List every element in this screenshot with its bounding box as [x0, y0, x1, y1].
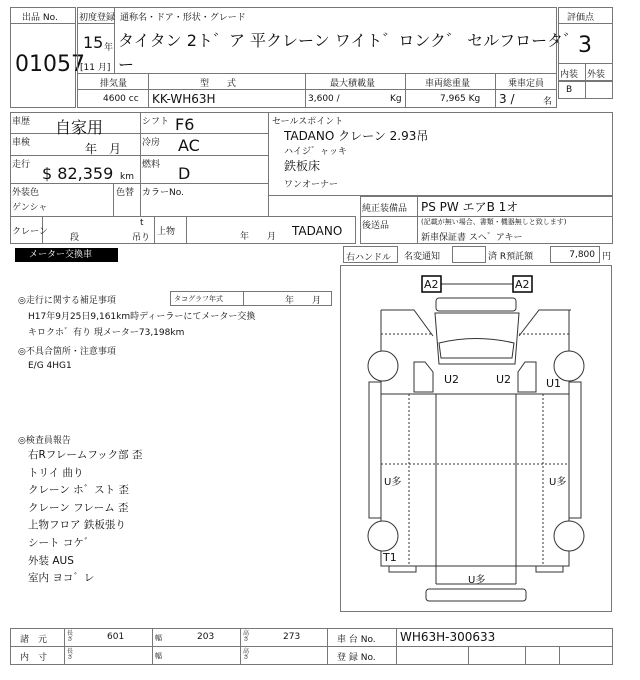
first-reg-label: 初度登録: [79, 13, 116, 23]
wid-label: 幅: [155, 634, 162, 642]
score-label: 評価点: [567, 13, 595, 23]
inspector-item: トリイ 曲り: [28, 466, 84, 479]
reg-cell: [396, 646, 469, 665]
history-label: 車歴: [12, 117, 31, 127]
reg-cell: [525, 646, 560, 665]
reg-label: 登 録 No.: [337, 653, 376, 663]
side-rail-left: [369, 382, 381, 518]
capacity-unit: 名: [543, 97, 553, 107]
length-value: 601: [107, 632, 125, 642]
mirrors: [381, 310, 571, 336]
history-value: 自家用: [55, 118, 104, 137]
interior-grade: B: [566, 85, 573, 95]
name-change-box: [452, 246, 486, 263]
inspector-item: クレーン フレーム 歪: [28, 501, 129, 514]
damage-mark: A2: [424, 278, 439, 291]
spec-label: 諸 元: [20, 635, 48, 645]
color-value: ゲンシャ: [12, 203, 48, 213]
ac-value: AC: [178, 136, 200, 155]
first-reg-month: [11 月]: [80, 63, 111, 73]
interior-label: 内装: [560, 70, 579, 80]
height-value: 273: [283, 632, 301, 642]
crane-stage: 段: [70, 233, 80, 243]
damage-mark: U2: [496, 373, 512, 386]
inspector-item: 室内 ヨコ゛レ: [28, 572, 95, 585]
side-rail-right: [569, 382, 581, 518]
model-name: タイタン 2ト゛ア 平クレーン ワイト゛ロンク゛ セルフロータ゛: [118, 31, 580, 50]
type-value: KK-WH63H: [152, 92, 216, 106]
score-value: 3: [578, 33, 592, 58]
fuel-label: 燃料: [142, 160, 161, 170]
inspector-list: [28, 447, 142, 588]
model-name-cont: ー: [118, 55, 135, 74]
tacho-value: 年 月: [285, 296, 322, 306]
inspector-item: 外装 AUS: [28, 554, 74, 567]
color-change-label: 色替: [116, 188, 135, 198]
inspection-label: 車検: [12, 138, 31, 148]
inspector-title: ◎検査員報告: [18, 436, 71, 446]
displacement: 4600 cc: [103, 94, 139, 104]
grille: [436, 298, 516, 311]
sales-point: TADANO クレーン 2.93吊: [284, 129, 429, 143]
len-label: 長さ: [67, 630, 74, 643]
shift-value: F6: [175, 115, 195, 134]
rhd-badge: 右ハンドル: [343, 246, 398, 263]
sales-point: ハイジ゛ャッキ: [284, 147, 348, 157]
damage-mark: U2: [444, 373, 460, 386]
inspector-item: シート コケ゛: [28, 536, 95, 549]
crane-label: クレーン: [12, 227, 48, 237]
reg-cell: [468, 646, 526, 665]
hgt-label: 高さ: [243, 648, 250, 661]
body-maker: TADANO: [292, 224, 343, 238]
chassis-number: WH63H-300633: [400, 630, 496, 644]
sales-point: 鉄板床: [284, 159, 321, 173]
mileage-remark-line: キロクホ゛有り 現メーター73,198km: [28, 328, 185, 338]
mileage-value: $ 82,359: [42, 164, 114, 183]
yen-label: 円: [602, 252, 612, 262]
later-value: 新車保証書 スヘ゛アキー: [421, 233, 523, 243]
color-no-label: カラーNo.: [142, 188, 184, 198]
hgt-label: 高さ: [243, 630, 250, 643]
mileage-unit: km: [120, 172, 134, 182]
max-load-unit: Kg: [390, 94, 402, 104]
displacement-label: 排気量: [100, 79, 128, 89]
door-right: [518, 362, 536, 392]
crane-ton: t: [140, 218, 144, 228]
shift-label: シフト: [142, 117, 170, 127]
wheel-rear-right: [554, 521, 584, 551]
year-unit: 年: [104, 43, 114, 53]
sales-point: ワンオーナー: [284, 180, 339, 190]
inner-label: 内 寸: [20, 653, 48, 663]
mileage-remarks-title: ◎走行に関する補足事項: [18, 296, 116, 306]
body-label: 上物: [157, 227, 176, 237]
name-label: 通称名・ドア・形状・グレード: [120, 13, 246, 23]
windshield: [439, 339, 514, 359]
mileage-label: 走行: [12, 160, 31, 170]
crane-lift: 吊り: [132, 233, 151, 243]
damage-mark: A2: [515, 278, 530, 291]
inspector-item: クレーン ホ゛スト 歪: [28, 484, 129, 497]
width-value: 203: [197, 632, 215, 642]
equipment-value: PS PW エアB 1オ: [421, 200, 519, 214]
name-change-label: 名変通知: [404, 252, 441, 262]
capacity: 3 /: [499, 92, 515, 106]
lot-label: 出品 No.: [22, 13, 58, 23]
inspection-value: 年 月: [85, 142, 122, 156]
exterior-label: 外装: [587, 70, 606, 80]
wid-label: 幅: [155, 652, 162, 660]
type-label: 型 式: [200, 79, 237, 89]
chassis-label: 車 台 No.: [337, 635, 376, 645]
defect-line: E/G 4HG1: [28, 361, 72, 371]
max-load: 3,600 /: [308, 94, 340, 104]
ac-label: 冷房: [142, 138, 161, 148]
wheel-rear-left: [368, 521, 398, 551]
damage-mark: U多: [468, 575, 486, 586]
damage-mark: T1: [383, 551, 397, 564]
lot-number: 01057: [15, 52, 85, 77]
len-label: 長さ: [67, 648, 74, 661]
later-note: (記載が無い場合、書類・機器無しと致します): [421, 218, 567, 226]
damage-mark: U1: [546, 377, 562, 390]
body-date: 年 月: [240, 232, 277, 242]
gross-weight: 7,965 Kg: [440, 94, 481, 104]
capacity-label: 乗車定員: [508, 79, 545, 89]
meter-changed-badge: メーター交換車: [15, 248, 118, 262]
tacho-label: タコグラフ年式: [174, 295, 223, 303]
door-left: [414, 362, 433, 392]
max-load-label: 最大積載量: [330, 79, 376, 89]
damage-diagram-box: [340, 265, 612, 612]
truck-diagram: [341, 266, 611, 611]
color-label: 外装色: [12, 188, 40, 198]
mileage-remark-line: H17年9月25日9,161km時ディーラーにてメーター交換: [28, 312, 256, 322]
defects-title: ◎不具合箇所・注意事項: [18, 347, 116, 357]
sales-points-label: セールスポイント: [272, 117, 344, 127]
later-label: 後送品: [362, 221, 390, 231]
gross-weight-label: 車両総重量: [425, 79, 471, 89]
inspector-item: 右Rフレームフック部 歪: [28, 449, 143, 461]
damage-mark: U多: [549, 477, 567, 488]
divider: [558, 80, 613, 82]
equipment-label: 純正装備品: [362, 204, 408, 214]
rear-bumper: [426, 589, 526, 601]
wheel-front-left: [368, 351, 398, 381]
fuel-value: D: [178, 164, 191, 183]
recycle-amount: 7,800: [550, 246, 600, 263]
inspector-item: 上物フロア 鉄板張り: [28, 519, 126, 532]
damage-mark: U多: [384, 477, 402, 488]
first-reg-year: 15: [83, 33, 104, 52]
recycle-label: 済 R預託額: [488, 252, 534, 262]
